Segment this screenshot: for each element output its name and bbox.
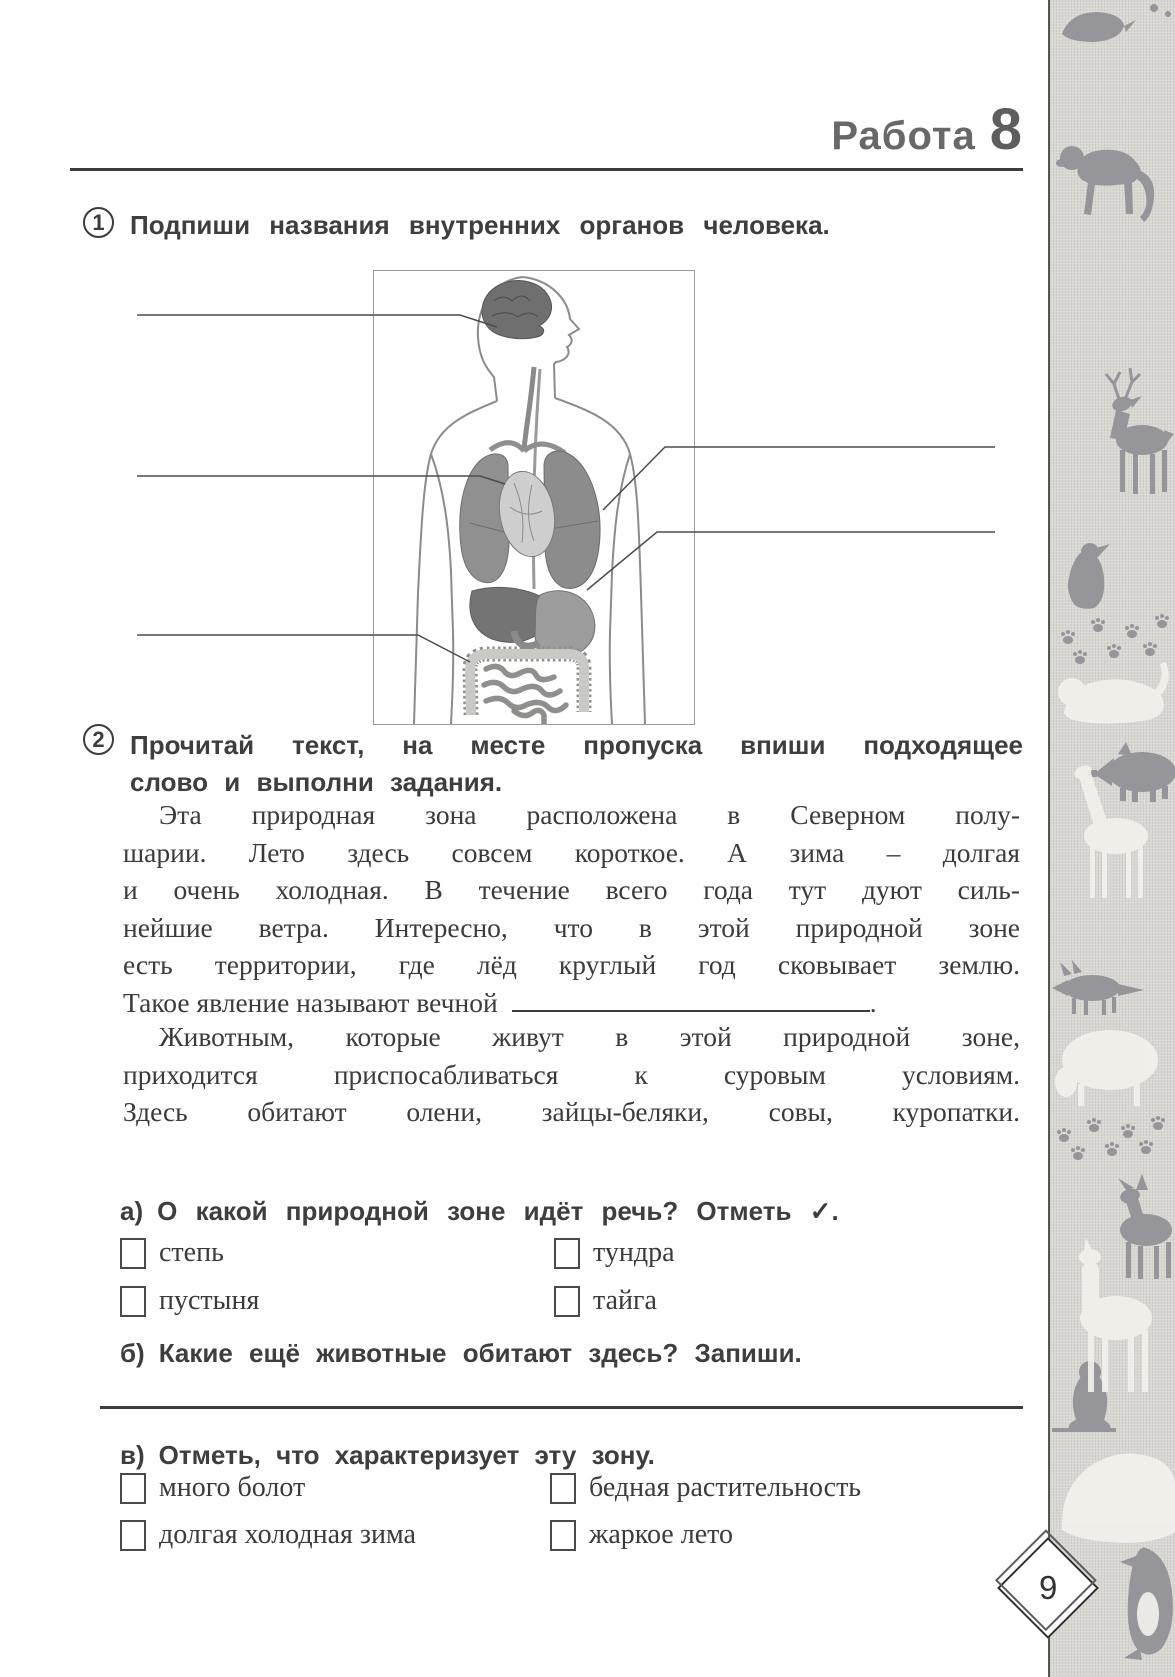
- option-tundra: [554, 1236, 675, 1270]
- task2-prompt-line2: слово и выполни задания.: [130, 767, 503, 797]
- option-label: пустыня: [159, 1285, 260, 1316]
- paw-prints-icon: [1061, 614, 1169, 664]
- question-v: [120, 1440, 655, 1471]
- bird-icon: [1062, 4, 1171, 42]
- anatomy-figure-box: [373, 270, 695, 725]
- task1-number-badge: 1: [83, 207, 114, 238]
- missing-word-blank[interactable]: [512, 984, 870, 1012]
- checkbox-dolgaya-zima[interactable]: [120, 1520, 146, 1551]
- task2-prompt-line1: Прочитай текст, на месте пропуска впиши подходящее: [130, 730, 1023, 760]
- checkbox-bednaya-rastitelnost[interactable]: [550, 1473, 576, 1504]
- penguin-belly: [1137, 1592, 1159, 1636]
- worksheet-number: 8: [989, 97, 1022, 162]
- option-dolgaya-zima: [120, 1518, 416, 1552]
- checkbox-step[interactable]: [120, 1238, 146, 1269]
- jackal-icon: [1052, 960, 1144, 1015]
- text-line: Эта природная зона расположена в Северном полу-: [159, 799, 1020, 830]
- option-bednaya-rastitelnost: [550, 1471, 861, 1505]
- task1-prompt: Подпиши названия внутренних органов человека.: [130, 210, 830, 240]
- option-label: тундра: [593, 1237, 675, 1268]
- roe-deer-icon: [1118, 1174, 1172, 1279]
- option-label: степь: [159, 1237, 224, 1268]
- question-a: [120, 1196, 839, 1227]
- question-b-label: б): [120, 1338, 145, 1368]
- decorative-sidebar: [1048, 0, 1175, 1677]
- text-line: и очень холодная. В течение всего года тут дуют силь-: [123, 874, 1020, 905]
- task2-number-badge: 2: [83, 724, 114, 755]
- intestines-icon: [470, 654, 584, 723]
- option-label: жаркое лето: [589, 1519, 733, 1550]
- text-before-blank: Такое явление называют вечной: [123, 986, 498, 1018]
- checkbox-mnogo-bolot[interactable]: [120, 1473, 146, 1504]
- option-zharkoe-leto: [550, 1518, 733, 1552]
- option-label: тайга: [593, 1285, 657, 1316]
- question-b: [120, 1338, 802, 1369]
- boar-icon: [1088, 742, 1175, 802]
- monkey-icon: [1056, 146, 1154, 222]
- page-header: [831, 96, 1022, 163]
- bear-icon: [1062, 1454, 1175, 1543]
- option-label: бедная растительность: [589, 1472, 862, 1503]
- task2-prompt: [130, 727, 1023, 801]
- question-v-text: Отметь, что характеризует эту зону.: [158, 1440, 655, 1470]
- answer-writing-line[interactable]: [100, 1406, 1023, 1409]
- reading-text-paragraph2: [123, 1018, 1020, 1131]
- animal-silhouettes: [1050, 0, 1175, 1677]
- text-line: нейшие ветра. Интересно, что в этой природной зоне: [123, 911, 1020, 943]
- question-a-label: а): [120, 1196, 144, 1226]
- penguin-icon: [1068, 543, 1110, 609]
- text-line: Здесь обитают олени, зайцы-беляки, совы, куропатки.: [123, 1096, 1020, 1127]
- option-label: много болот: [159, 1472, 306, 1503]
- text-line: Животным, которые живут в этой природной зоне,: [159, 1021, 1020, 1052]
- option-pustynya: [120, 1284, 259, 1318]
- text-line-with-blank: [123, 984, 1020, 1022]
- option-step: [120, 1236, 224, 1270]
- human-anatomy-illustration: [374, 271, 694, 724]
- checkbox-taiga[interactable]: [554, 1286, 580, 1317]
- reading-text-paragraph1: [123, 796, 1020, 1021]
- sheep-icon: [1055, 1030, 1158, 1106]
- option-mnogo-bolot: [120, 1471, 305, 1505]
- text-line: есть территории, где лёд круглый год сковывает землю.: [123, 949, 1020, 980]
- blank-suffix-period: .: [869, 986, 877, 1018]
- worksheet-title: Работа: [831, 114, 976, 158]
- option-taiga: [554, 1284, 657, 1318]
- question-v-label: в): [120, 1440, 145, 1470]
- checkbox-pustynya[interactable]: [120, 1286, 146, 1317]
- question-a-text: О какой природной зоне идёт речь? Отметь ✓.: [157, 1196, 839, 1226]
- header-rule: [70, 168, 1023, 171]
- deer-icon: [1106, 368, 1174, 494]
- checkbox-zharkoe-leto[interactable]: [550, 1520, 576, 1551]
- cat-icon: [1058, 662, 1169, 724]
- option-label: долгая холодная зима: [159, 1519, 416, 1550]
- checkbox-tundra[interactable]: [554, 1238, 580, 1269]
- text-line: приходится приспосабливаться к суровым условиям.: [123, 1058, 1020, 1090]
- page-number: 9: [1038, 1568, 1058, 1606]
- question-b-text: Какие ещё животные обитают здесь? Запиши.: [158, 1338, 802, 1368]
- text-line: шарии. Лето здесь совсем короткое. А зима – долгая: [123, 836, 1020, 868]
- brain-icon: [482, 281, 552, 339]
- paw-prints-icon: [1057, 1116, 1165, 1160]
